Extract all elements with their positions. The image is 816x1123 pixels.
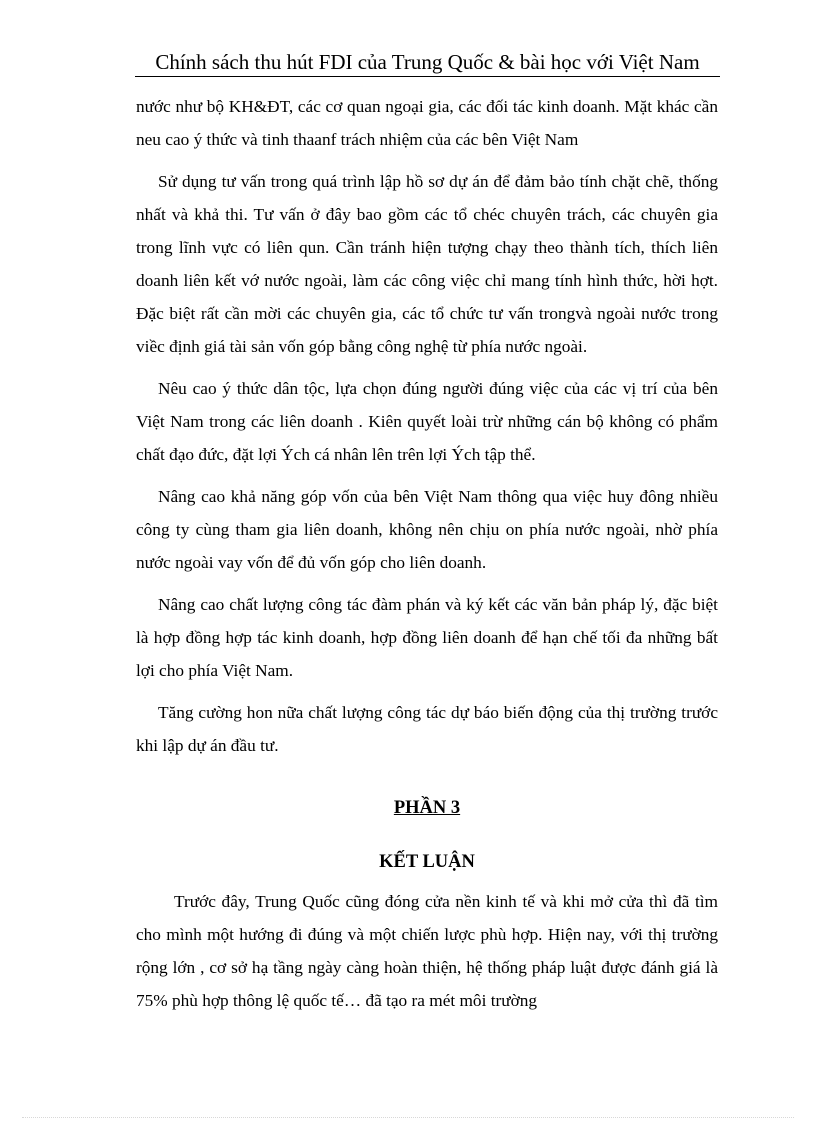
paragraph-forecasting: Tăng cường hon nữa chất lượng công tác dự báo biến động của thị trường trước khi lập dự án đầu tư. [136,703,718,755]
page-header: Chính sách thu hút FDI của Trung Quốc & bài học với Việt Nam [135,48,720,77]
paragraph-capital-contribution: Nâng cao khả năng góp vốn của bên Việt Nam thông qua việc huy đông nhiều công ty cùng tham gia liên doanh, không nên chịu on phía nước ngoài, nhờ phía nước ngoài vay vốn để đủ vốn góp cho liên doanh. [136,487,718,572]
part-heading-text: PHẦN 3 [393,798,461,818]
conclusion-title: KẾT LUẬN [379,852,475,872]
paragraph-consulting: Sử dụng tư vấn trong quá trình lập hồ sơ dự án để đảm bảo tính chặt chẽ, thống nhất và khả thi. Tư vấn ở đây bao gồm các tổ chéc chuyên trách, các chuyên gia trong lĩnh vực có liên qun. Cần tránh hiện tượng chạy theo thành tích, thích liên doanh liên kết vớ nước ngoài, làm các công việc chỉ mang tính hình thức, hời hợt. Đặc biệt rất cần mời các chuyên gia, các tổ chức tư vấn trongvà ngoài nước trong viềc định giá tài sản vốn góp bằng công nghệ từ phía nước ngoài. [136,172,718,356]
paragraph-continuation: nước như bộ KH&ĐT, các cơ quan ngoại gia, các đối tác kinh doanh. Mặt khác cần neu cao ý thức và tinh thaanf trách nhiệm của các bên Việt Nam [136,97,718,149]
document-body [136,90,718,1026]
paragraph-national-awareness: Nêu cao ý thức dân tộc, lựa chọn đúng người đúng việc của các vị trí của bên Việt Nam trong các liên doanh . Kiên quyết loài trừ những cán bộ không có phẩm chất đạo đức, đặt lợi Ých cá nhân lên trên lợi Ých tập thể. [136,379,718,464]
part-heading [136,792,718,825]
paragraph-conclusion: Trước đây, Trung Quốc cũng đóng cửa nền kinh tế và khi mở cửa thì đã tìm cho mình một hướng đi đúng và một chiến lược phù hợp. Hiện nay, với thị trường rộng lớn , cơ sở hạ tầng ngày càng hoàn thiện, hệ thống pháp luật được đánh giá là 75% phù hợp thông lệ quốc tế… đã tạo ra mét môi trường [136,892,718,1010]
paragraph-negotiation: Nâng cao chất lượng công tác đàm phán và ký kết các văn bản pháp lý, đặc biệt là hợp đồng hợp tác kinh doanh, hợp đồng liên doanh để hạn chế tối đa những bất lợi cho phía Việt Nam. [136,595,718,680]
page-bottom-divider [22,1117,794,1118]
